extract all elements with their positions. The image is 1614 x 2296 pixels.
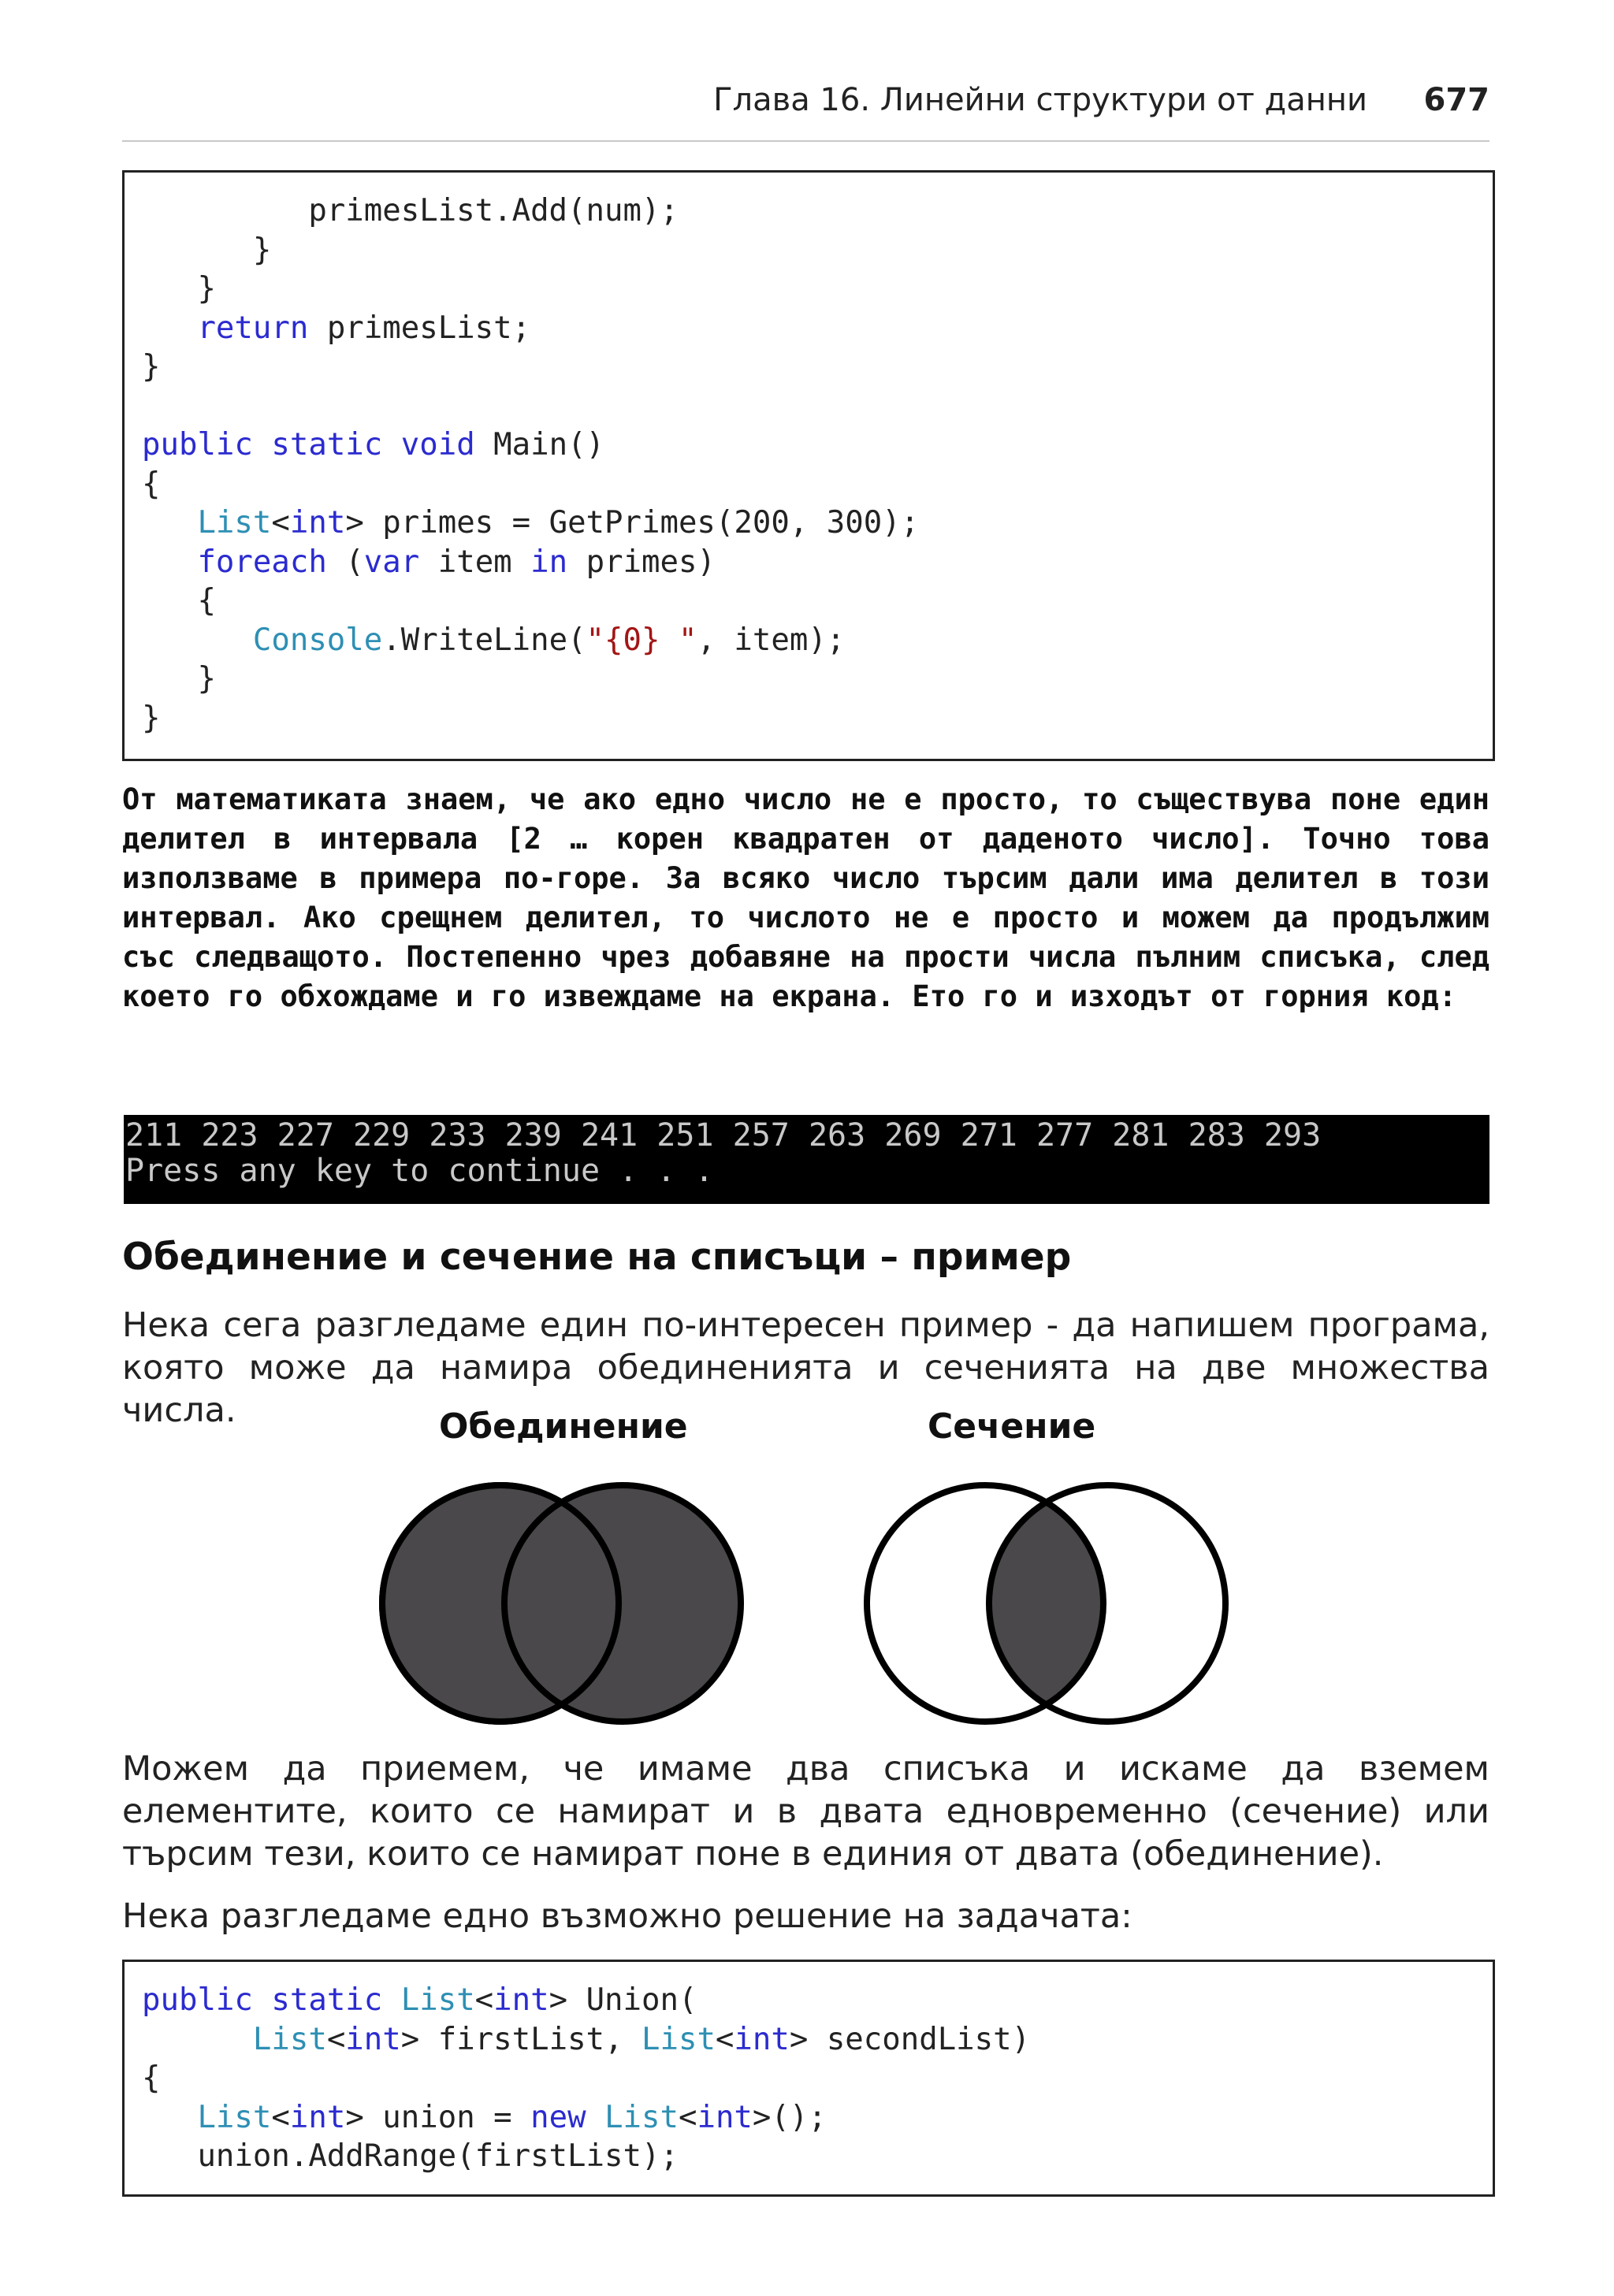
code-line: Console.WriteLine("{0} ", item); bbox=[252, 622, 846, 658]
code-line: } bbox=[142, 349, 161, 385]
code-line: } bbox=[142, 700, 161, 736]
code-block-primes bbox=[122, 170, 1495, 761]
code-line: } bbox=[142, 232, 272, 268]
intersection-diagram bbox=[867, 1485, 1225, 1722]
code-line: List<int> union = new List<int>(); bbox=[197, 2099, 827, 2135]
console-line-primes: 211 223 227 229 233 239 241 251 257 263 269 271 277 281 283 293 bbox=[125, 1117, 1322, 1154]
code-line: { bbox=[142, 466, 161, 502]
code-line: public static List<int> Union( bbox=[142, 1982, 697, 2018]
code-line: public static void Main() bbox=[142, 427, 605, 463]
solution-intro: Нека разгледаме едно възможно решение на задачата: bbox=[122, 1897, 1132, 1936]
explanation-paragraph: От математиката знаем, че ако едно число не е просто, то съществува поне един делител в интервала [2 … корен квадратен от даденото число]. Точно това използваме в примера по-горе. За всяко число търсим дали има делител в този интервал. Ако срещнем делител, то числото не е просто и можем да продължим със следващото. Постепенно чрез добавяне на прости числа пълним списъка, след което го обхождаме и го извеждаме на екрана. Ето го и изходът от горния код: bbox=[122, 782, 1489, 1013]
code-line: union.AddRange(firstList); bbox=[142, 2138, 679, 2174]
code-line: List<int> primes = GetPrimes(200, 300); bbox=[197, 505, 920, 541]
code-line: { bbox=[142, 583, 216, 619]
code-line: primesList.Add(num); bbox=[142, 193, 679, 228]
union-circle-b bbox=[504, 1485, 741, 1722]
console-line-prompt: Press any key to continue . . . bbox=[125, 1153, 714, 1189]
code-line: { bbox=[142, 2060, 161, 2096]
code-line: } bbox=[142, 661, 216, 697]
intersection-label: Сечение bbox=[928, 1406, 1096, 1447]
console-output bbox=[124, 1115, 1489, 1204]
code-listing bbox=[142, 191, 1493, 737]
code-line: } bbox=[142, 271, 216, 307]
code-block-union bbox=[122, 1960, 1495, 2197]
union-label: Обединение bbox=[439, 1406, 688, 1447]
code-line: foreach (var item in primes) bbox=[197, 544, 716, 580]
page-number: 677 bbox=[1423, 82, 1489, 118]
intro-paragraph: Нека сега разгледаме един по-интересен пример - да напишем програма, която може да намира обединенията и сеченията на две множества числа. bbox=[122, 1306, 1489, 1430]
union-diagram bbox=[382, 1485, 741, 1722]
page-header bbox=[122, 79, 1489, 142]
venn-diagrams bbox=[370, 1473, 1253, 1733]
chapter-title: Глава 16. Линейни структури от данни bbox=[713, 82, 1367, 118]
code-listing bbox=[142, 1981, 1493, 2176]
description-paragraph: Можем да приемем, че имаме два списъка и искаме да вземем елементите, които се намират и в двата едновременно (сечение) или търсим тези, които се намират поне в единия от двата (обединение). bbox=[122, 1749, 1489, 1874]
section-heading: Обединение и сечение на списъци – пример bbox=[122, 1235, 1072, 1279]
code-line: return primesList; bbox=[197, 310, 531, 346]
code-line: List<int> firstList, List<int> secondList) bbox=[252, 2021, 1031, 2057]
